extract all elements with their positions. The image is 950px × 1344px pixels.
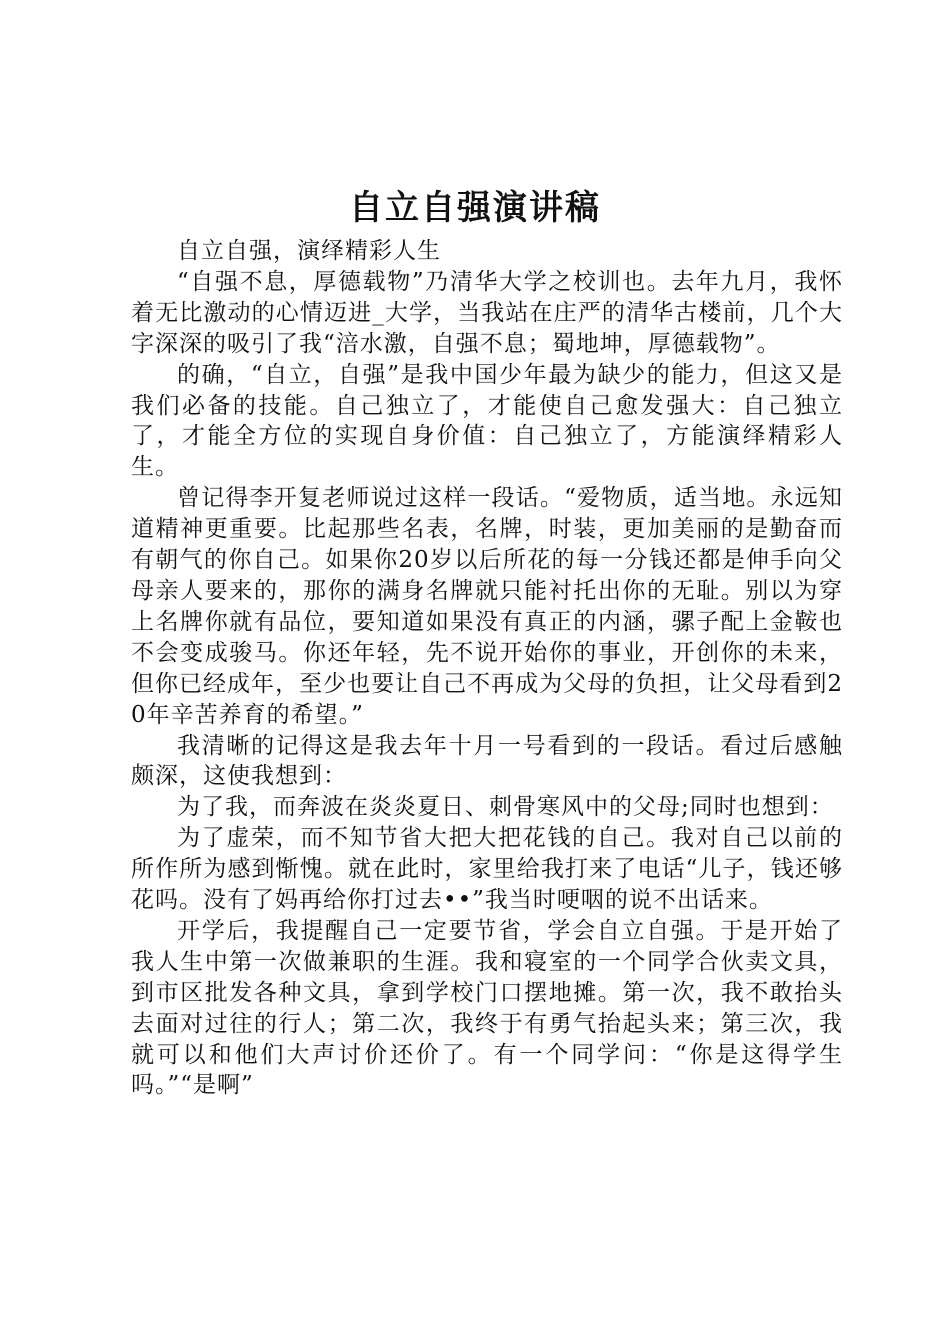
paragraph-vanity: 为了虚荣，而不知节省大把大把花钱的自己。我对自己以前的所作所为感到惭愧。就在此时，家里给我打来了电话“儿子，钱还够花吗。没有了妈再给你打过去••”我当时哽咽的说不出话来。 <box>131 825 843 914</box>
document-title: 自立自强演讲稿 <box>349 188 601 228</box>
paragraph-reflection: 我清晰的记得这是我去年十月一号看到的一段话。看过后感触颇深，这使我想到： <box>131 732 843 790</box>
paragraph-parents: 为了我，而奔波在炎炎夏日、刺骨寒风中的父母;同时也想到： <box>177 794 834 821</box>
paragraph-self-reliance: 的确，“自立，自强”是我中国少年最为缺少的能力，但这又是我们必备的技能。自己独立了，才能使自己愈发强大：自己独立了，才能全方位的实现自身价值：自己独立了，方能演绎精彩人生。 <box>131 361 843 481</box>
paragraph-quote: 曾记得李开复老师说过这样一段话。“爱物质，适当地。永远知道精神更重要。比起那些名表，名牌，时装，更加美丽的是勤奋而有朝气的你自己。如果你20岁以后所花的每一分钱还都是伸手向父母亲人要来的，那你的满身名牌就只能衬托出你的无耻。别以为穿上名牌你就有品位，要知道如果没有真正的内涵，骡子配上金鞍也不会变成骏马。你还年轻，先不说开始你的事业，开创你的未来，但你已经成年，至少也要让自己不再成为父母的负担，让父母看到20年辛苦养育的希望。” <box>131 485 843 728</box>
paragraph-motto: “自强不息，厚德载物”乃清华大学之校训也。去年九月，我怀着无比激动的心情迈进_大学，当我站在庄严的清华古楼前，几个大字深深的吸引了我“涪水激，自强不息；蜀地坤，厚德载物”。 <box>131 268 843 357</box>
paragraph-subtitle: 自立自强，演绎精彩人生 <box>177 238 441 264</box>
document-body <box>131 236 843 1101</box>
paragraph-part-time-job: 开学后，我提醒自己一定要节省，学会自立自强。于是开始了我人生中第一次做兼职的生涯。我和寝室的一个同学合伙卖文具，到市区批发各种文具，拿到学校门口摆地摊。第一次，我不敢抬头去面对过往的行人；第二次，我终于有勇气抬起头来；第三次，我就可以和他们大声讨价还价了。有一个同学问：“你是这得学生吗。”“是啊” <box>131 917 843 1099</box>
